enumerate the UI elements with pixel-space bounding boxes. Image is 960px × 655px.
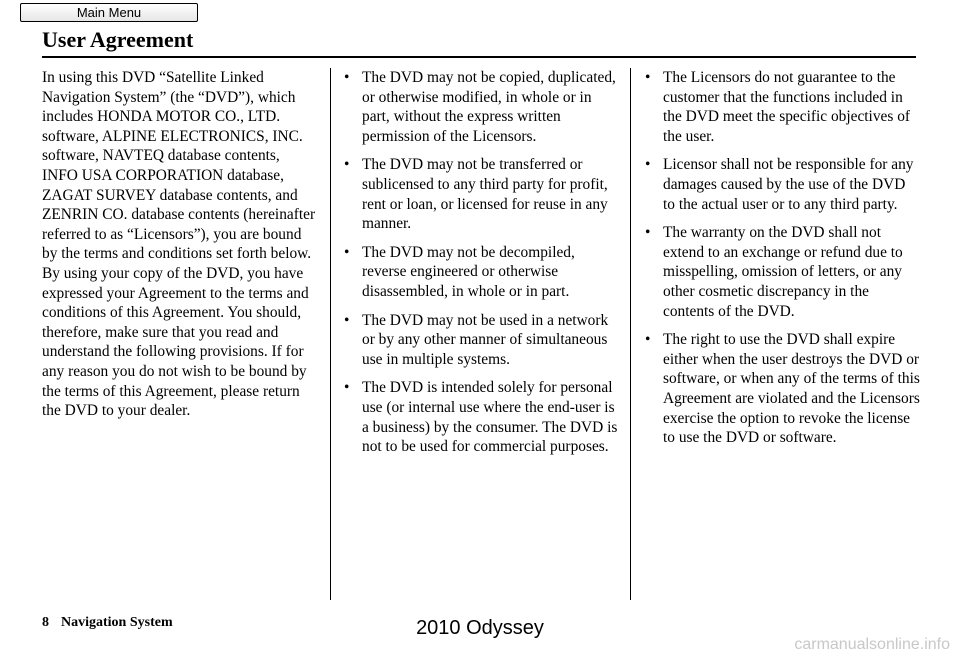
bullet-icon: • xyxy=(645,69,651,86)
list-item xyxy=(344,311,620,370)
column-divider-1 xyxy=(330,68,331,600)
list-item xyxy=(344,378,620,456)
terms-list-right xyxy=(645,68,921,448)
terms-column-right xyxy=(645,68,921,457)
intro-column xyxy=(42,68,318,421)
list-item-text: The warranty on the DVD shall not extend to an exchange or refund due to misspelling, omission of letters, or any other cosmetic discrepancy in the contents of the DVD. xyxy=(663,224,903,320)
terms-list-middle xyxy=(344,68,620,457)
list-item-text: The DVD may not be copied, duplicated, or otherwise modified, in whole or in part, without the express written permission of the Licensors. xyxy=(362,69,616,145)
page-number: 8 xyxy=(42,615,49,630)
list-item xyxy=(344,243,620,302)
bullet-icon: • xyxy=(344,69,350,86)
site-watermark: carmanualsonline.info xyxy=(794,636,950,653)
list-item xyxy=(645,68,921,146)
list-item-text: The Licensors do not guarantee to the customer that the functions included in the DVD meet the specific objectives of the user. xyxy=(663,69,911,145)
page-title: User Agreement xyxy=(42,27,194,52)
intro-paragraph-1: In using this DVD “Satellite Linked Navigation System” (the “DVD”), which includes HONDA MOTOR CO., LTD. software, ALPINE ELECTRONICS, INC. software, NAVTEQ database contents, INFO USA CORPORATION database, ZAGAT SURVEY database contents, and ZENRIN CO. database contents (hereinafter referred to as “Licensors”), you are bound by the terms and conditions set forth below. xyxy=(42,69,316,263)
bullet-icon: • xyxy=(344,311,350,329)
bullet-icon: • xyxy=(344,379,350,397)
list-item xyxy=(645,223,921,321)
list-item xyxy=(344,68,620,146)
bullet-icon: • xyxy=(344,156,350,174)
section-name: Navigation System xyxy=(61,615,173,630)
bullet-icon: • xyxy=(344,243,350,261)
list-item xyxy=(645,330,921,448)
title-underline xyxy=(42,56,916,58)
bullet-icon: • xyxy=(645,224,651,242)
list-item-text: Licensor shall not be responsible for any damages caused by the use of the DVD to the actual user or to any third party. xyxy=(663,156,914,213)
footer-model-name: 2010 Odyssey xyxy=(416,617,544,639)
list-item-text: The DVD may not be transferred or sublicensed to any third party for profit, rent or loan, or licensed for reuse in any manner. xyxy=(362,156,608,233)
bullet-icon: • xyxy=(645,156,651,174)
main-menu-button[interactable]: Main Menu xyxy=(20,3,198,22)
column-divider-2 xyxy=(630,68,631,600)
intro-paragraph-2: By using your copy of the DVD, you have expressed your Agreement to the terms and conditions of this Agreement. You should, therefore, make sure that you read and understand the following provisions. If for any reason you do not wish to be bound by the terms of this Agreement, please return the DVD to your dealer. xyxy=(42,264,309,420)
list-item-text: The DVD may not be used in a network or by any other manner of simultaneous use in multiple systems. xyxy=(362,311,609,368)
list-item-text: The right to use the DVD shall expire either when the user destroys the DVD or software, or when any of the terms of this Agreement are violated and the Licensors exercise the option to revoke the license to use the DVD or software. xyxy=(663,331,920,447)
bullet-icon: • xyxy=(645,331,651,349)
terms-column-middle xyxy=(344,68,620,466)
list-item-text: The DVD may not be decompiled, reverse engineered or otherwise disassembled, in whole or in part. xyxy=(362,243,575,300)
list-item-text: The DVD is intended solely for personal use (or internal use where the end-user is a business) by the consumer. The DVD is not to be used for commercial purposes. xyxy=(362,379,618,456)
list-item xyxy=(645,155,921,214)
list-item xyxy=(344,155,620,233)
